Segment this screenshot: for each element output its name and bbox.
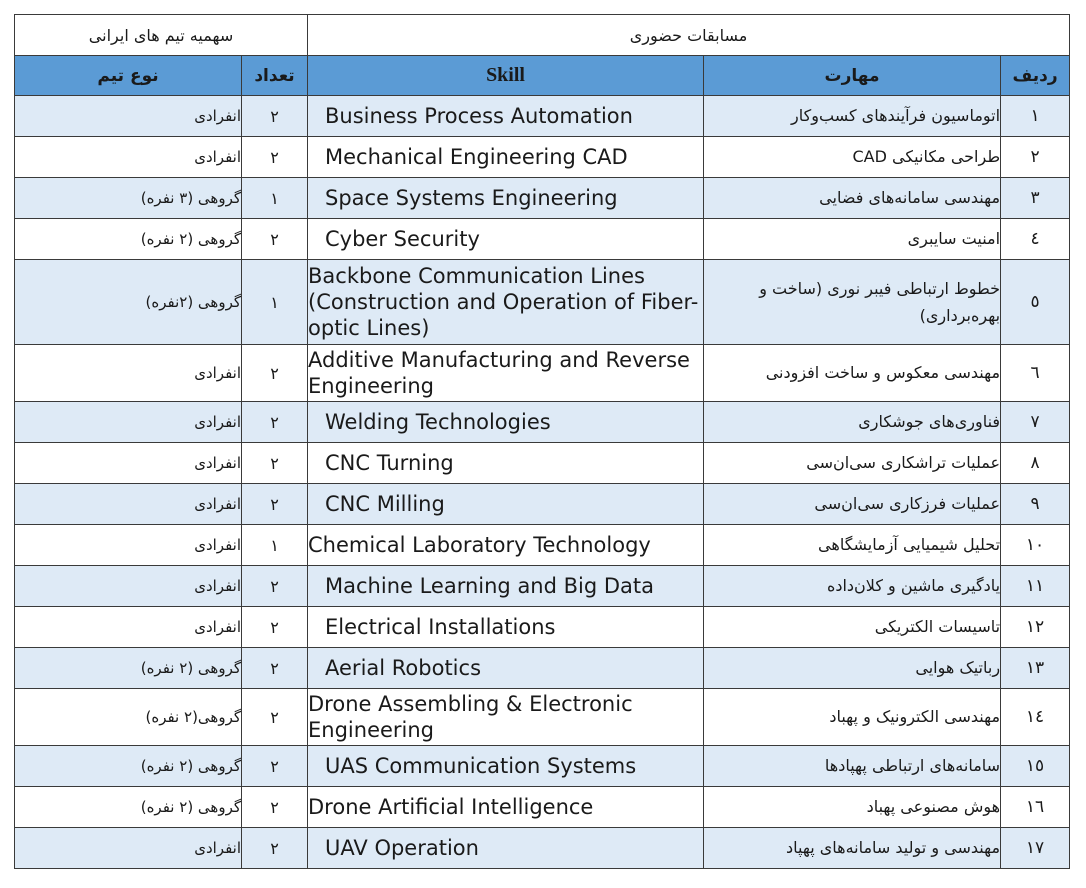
row-number: ۸ xyxy=(1001,443,1070,484)
skill-fa: اتوماسیون فرآیندهای کسب‌وکار xyxy=(704,96,1001,137)
team-count: ۲ xyxy=(242,689,308,746)
team-count: ۲ xyxy=(242,648,308,689)
skill-en: Machine Learning and Big Data xyxy=(308,566,704,607)
row-number: ۱۷ xyxy=(1001,828,1070,869)
skill-en: Aerial Robotics xyxy=(308,648,704,689)
row-number: ٦ xyxy=(1001,345,1070,402)
col-skill-fa-header: مهارت xyxy=(704,56,1001,96)
col-row-header: ردیف xyxy=(1001,56,1070,96)
skill-en: Electrical Installations xyxy=(308,607,704,648)
team-count: ۲ xyxy=(242,443,308,484)
skill-en: UAS Communication Systems xyxy=(308,746,704,787)
team-count: ۲ xyxy=(242,96,308,137)
table-row xyxy=(15,178,1070,219)
col-team-type-header: نوع تیم xyxy=(15,56,242,96)
skill-en: CNC Milling xyxy=(308,484,704,525)
team-type: انفرادی xyxy=(15,525,242,566)
team-type: انفرادی xyxy=(15,443,242,484)
row-number: ۱۰ xyxy=(1001,525,1070,566)
table-row xyxy=(15,260,1070,345)
team-type: گروهی (۲ نفره) xyxy=(15,746,242,787)
skills-table xyxy=(14,14,1070,869)
team-count: ۲ xyxy=(242,607,308,648)
team-count: ۱ xyxy=(242,178,308,219)
skill-fa: طراحی مکانیکی CAD xyxy=(704,137,1001,178)
skill-fa: مهندسی سامانه‌های فضایی xyxy=(704,178,1001,219)
skill-fa: عملیات تراشکاری سی‌ان‌سی xyxy=(704,443,1001,484)
team-type: گروهی (۳ نفره) xyxy=(15,178,242,219)
row-number: ۱٤ xyxy=(1001,689,1070,746)
row-number: ۱۲ xyxy=(1001,607,1070,648)
team-type: انفرادی xyxy=(15,607,242,648)
team-count: ۲ xyxy=(242,345,308,402)
team-count: ۲ xyxy=(242,137,308,178)
skill-fa: سامانه‌های ارتباطی پهپادها xyxy=(704,746,1001,787)
team-type: انفرادی xyxy=(15,828,242,869)
table-row xyxy=(15,566,1070,607)
team-count: ۲ xyxy=(242,566,308,607)
table-row xyxy=(15,345,1070,402)
group-competition-header: مسابقات حضوری xyxy=(308,15,1070,56)
team-type: گروهی (۲ نفره) xyxy=(15,787,242,828)
team-count: ۲ xyxy=(242,787,308,828)
skill-fa: یادگیری ماشین و کلان‌داده xyxy=(704,566,1001,607)
skill-fa: عملیات فرزکاری سی‌ان‌سی xyxy=(704,484,1001,525)
team-type: گروهی (۲ نفره) xyxy=(15,219,242,260)
skill-en: Business Process Automation xyxy=(308,96,704,137)
table-row xyxy=(15,443,1070,484)
team-count: ۲ xyxy=(242,828,308,869)
team-type: گروهی (۲ نفره) xyxy=(15,648,242,689)
col-skill-en-header: Skill xyxy=(308,56,704,96)
skill-fa: رباتیک هوایی xyxy=(704,648,1001,689)
table-row xyxy=(15,746,1070,787)
team-type: گروهی (۲نفره) xyxy=(15,260,242,345)
skill-en: Welding Technologies xyxy=(308,402,704,443)
skill-en: Mechanical Engineering CAD xyxy=(308,137,704,178)
skill-fa: مهندسی و تولید سامانه‌های پهپاد xyxy=(704,828,1001,869)
table-row xyxy=(15,787,1070,828)
team-count: ۲ xyxy=(242,402,308,443)
row-number: ۱٥ xyxy=(1001,746,1070,787)
row-number: ۱ xyxy=(1001,96,1070,137)
skill-fa: خطوط ارتباطی فیبر نوری (ساخت و بهره‌برداری) xyxy=(704,260,1001,345)
team-count: ۲ xyxy=(242,484,308,525)
team-type: انفرادی xyxy=(15,345,242,402)
skill-fa: تاسیسات الکتریکی xyxy=(704,607,1001,648)
team-type: انفرادی xyxy=(15,484,242,525)
group-header-row xyxy=(15,15,1070,56)
team-type: انفرادی xyxy=(15,566,242,607)
skill-en: UAV Operation xyxy=(308,828,704,869)
table-row xyxy=(15,484,1070,525)
team-count: ۲ xyxy=(242,746,308,787)
skill-en: Additive Manufacturing and Reverse Engineering xyxy=(308,345,704,402)
team-type: انفرادی xyxy=(15,96,242,137)
skill-fa: امنیت سایبری xyxy=(704,219,1001,260)
table-row xyxy=(15,137,1070,178)
team-type: گروهی(۲ نفره) xyxy=(15,689,242,746)
row-number: ۱۱ xyxy=(1001,566,1070,607)
column-header-row xyxy=(15,56,1070,96)
team-count: ۲ xyxy=(242,219,308,260)
skill-fa: مهندسی معکوس و ساخت افزودنی xyxy=(704,345,1001,402)
row-number: ۲ xyxy=(1001,137,1070,178)
skill-en: Backbone Communication Lines (Construction and Operation of Fiber-optic Lines) xyxy=(308,260,704,345)
row-number: ۱٦ xyxy=(1001,787,1070,828)
skill-fa: هوش مصنوعی پهباد xyxy=(704,787,1001,828)
skill-en: Chemical Laboratory Technology xyxy=(308,525,704,566)
skill-en: Drone Assembling & Electronic Engineering xyxy=(308,689,704,746)
skill-fa: تحلیل شیمیایی آزمایشگاهی xyxy=(704,525,1001,566)
table-row xyxy=(15,648,1070,689)
skill-fa: مهندسی الکترونیک و پهباد xyxy=(704,689,1001,746)
table-row xyxy=(15,219,1070,260)
row-number: ۹ xyxy=(1001,484,1070,525)
table-row xyxy=(15,607,1070,648)
team-count: ۱ xyxy=(242,525,308,566)
skill-en: Cyber Security xyxy=(308,219,704,260)
table-row xyxy=(15,402,1070,443)
table-row xyxy=(15,828,1070,869)
row-number: ۳ xyxy=(1001,178,1070,219)
table-row xyxy=(15,96,1070,137)
group-quota-header: سهمیه تیم های ایرانی xyxy=(15,15,308,56)
team-count: ۱ xyxy=(242,260,308,345)
skill-en: CNC Turning xyxy=(308,443,704,484)
table-row xyxy=(15,525,1070,566)
row-number: ٤ xyxy=(1001,219,1070,260)
row-number: ٥ xyxy=(1001,260,1070,345)
team-type: انفرادی xyxy=(15,137,242,178)
skill-en: Space Systems Engineering xyxy=(308,178,704,219)
row-number: ۱۳ xyxy=(1001,648,1070,689)
table-row xyxy=(15,689,1070,746)
col-count-header: تعداد xyxy=(242,56,308,96)
team-type: انفرادی xyxy=(15,402,242,443)
row-number: ۷ xyxy=(1001,402,1070,443)
skill-fa: فناوری‌های جوشکاری xyxy=(704,402,1001,443)
skill-en: Drone Artificial Intelligence xyxy=(308,787,704,828)
